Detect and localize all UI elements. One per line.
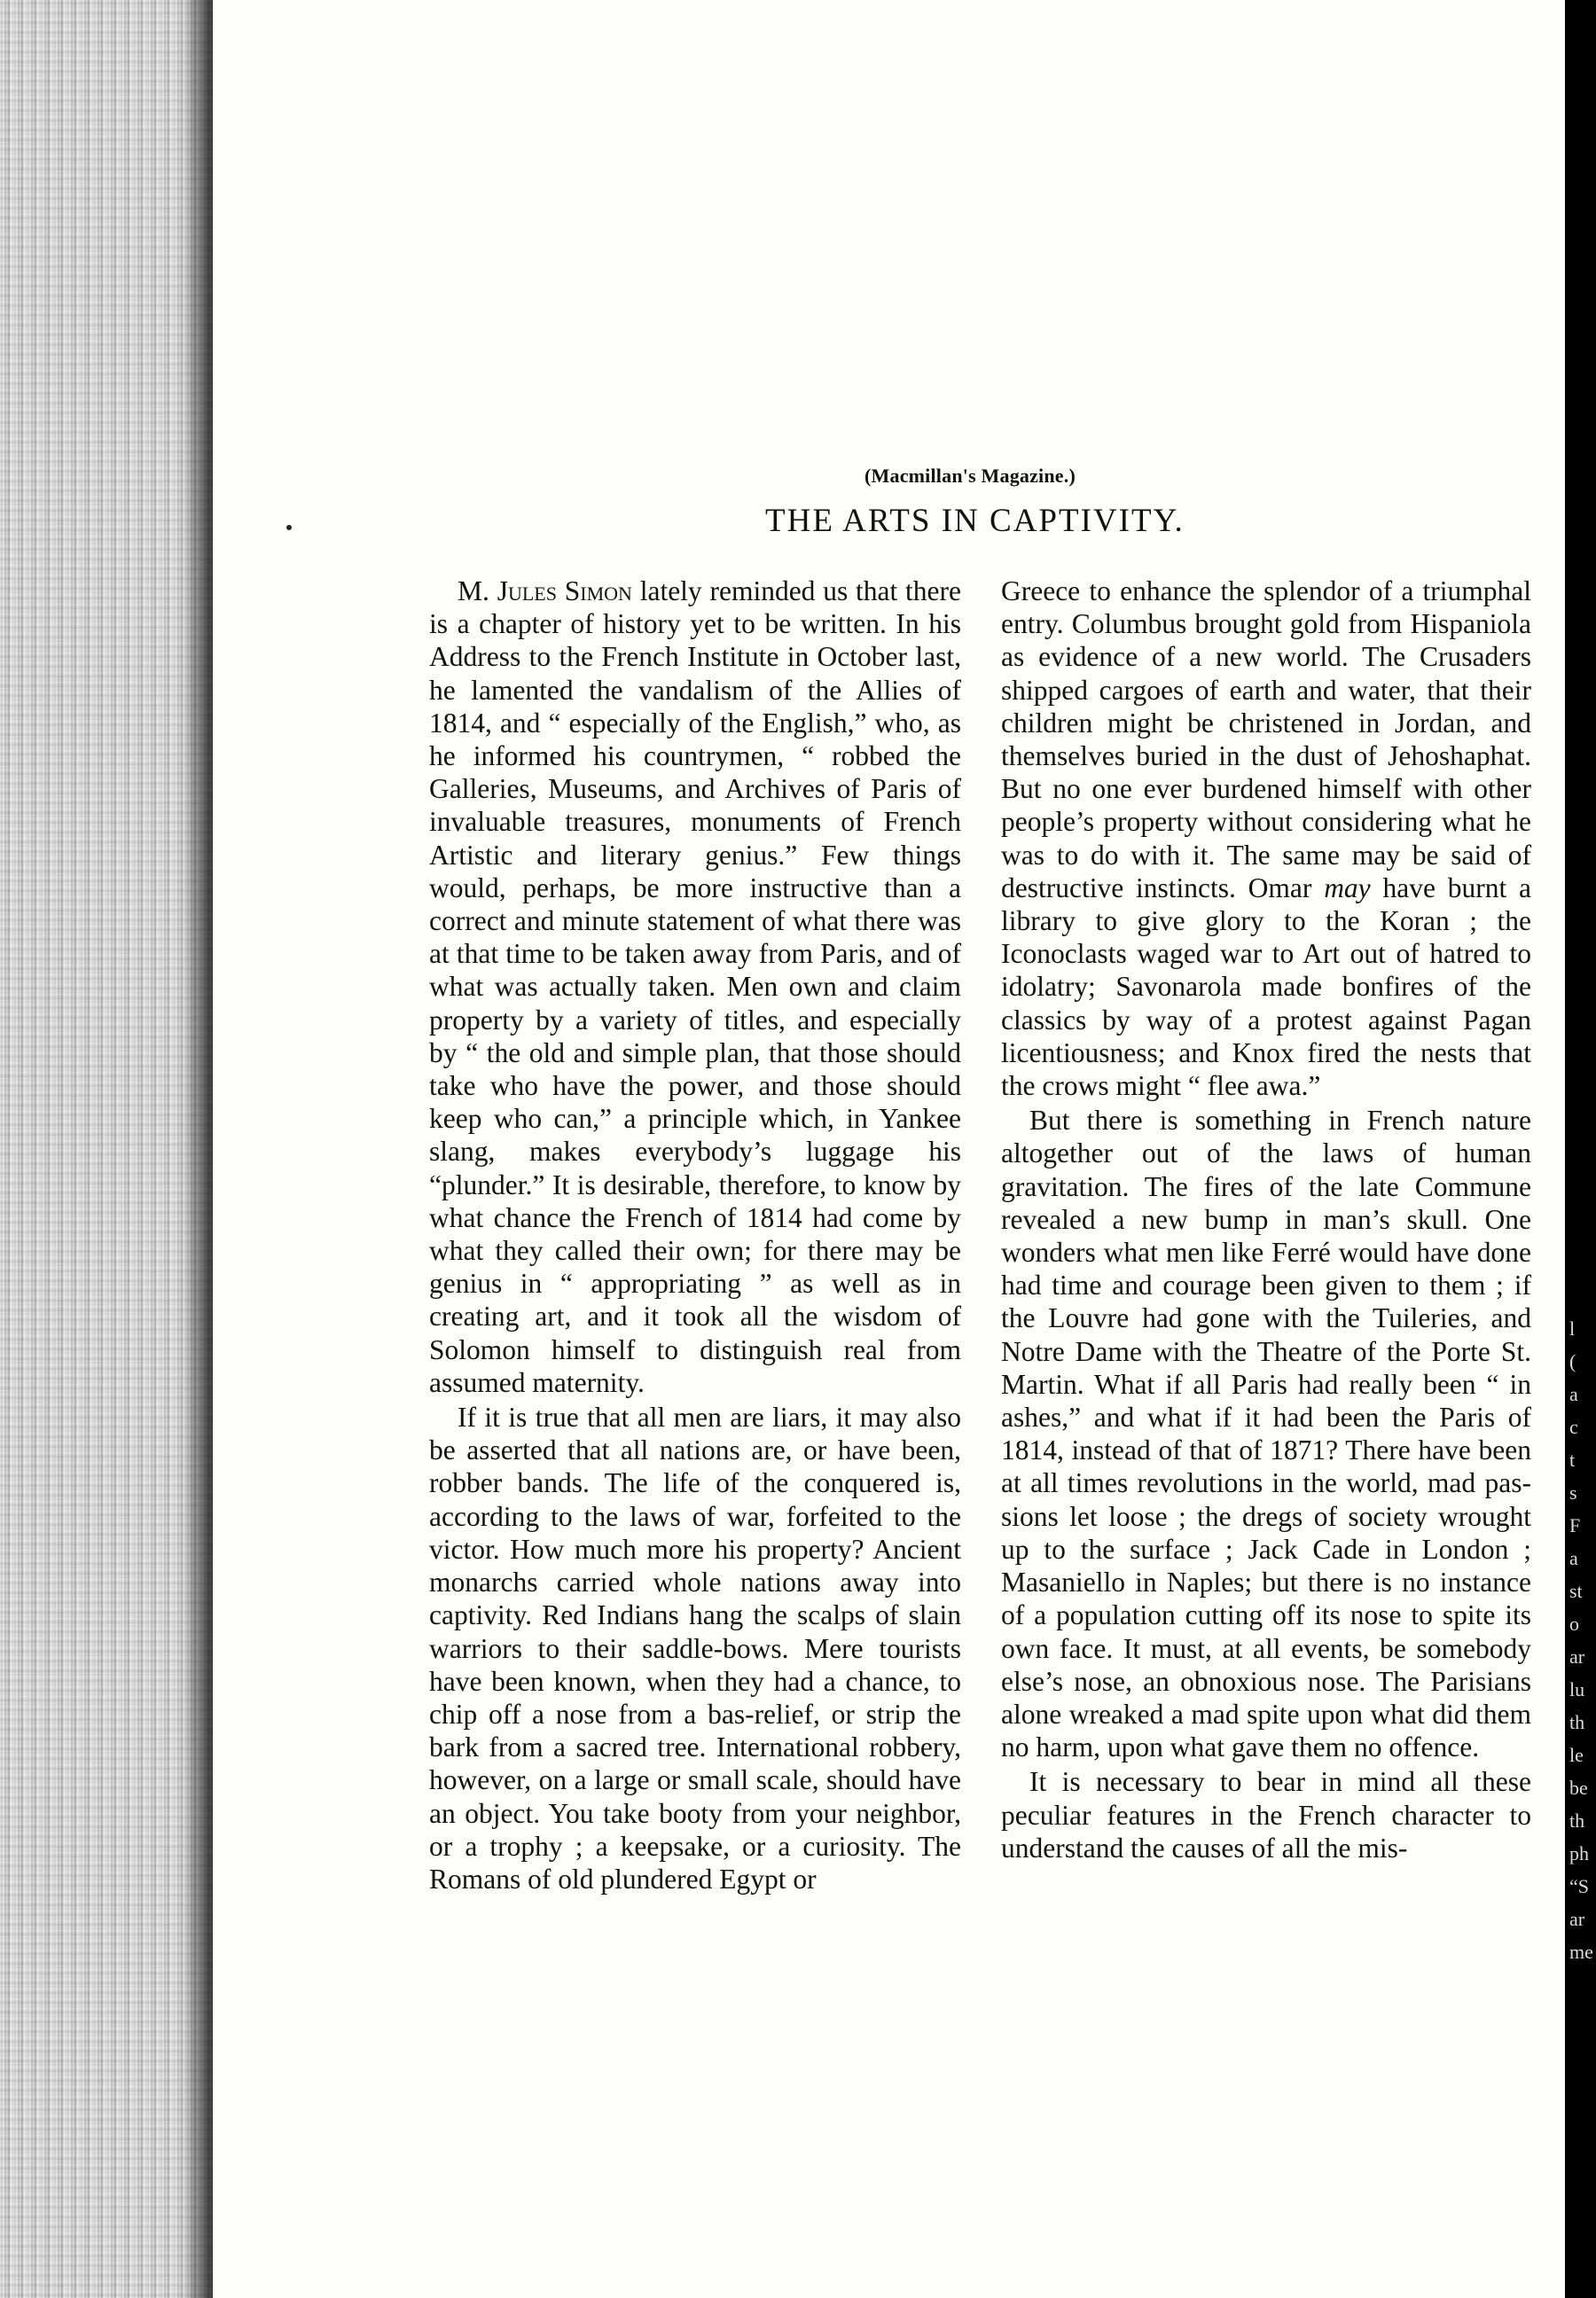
edge-fragment: t xyxy=(1569,1449,1576,1471)
author-name: Jules Simon xyxy=(497,575,632,606)
edge-fragment: st xyxy=(1569,1580,1583,1602)
edge-fragment: th xyxy=(1569,1809,1585,1832)
edge-fragment: le xyxy=(1569,1744,1584,1766)
paragraph-1-text: lately reminded us that there is a chapter of history yet to be written. In his Address to the French Institute in October last, he lamented the vandalism of the Allies of 1814, and “ especially of the English,” who, as he informed his countrymen, “ robbed the Galleries, Museums, and Archives of Paris of invaluable treasures, monuments of French Artistic and literary genius.” Few things would, perhaps, be more instructive than a correct and minute statement of what there was at that time to be taken away from Paris, and of what was actually taken. Men own and claim property by a variety of titles, and especially by “ the old and simple plan, that those should take who have the power, and those should keep who can,” a principle which, in Yankee slang, makes everybody’s luggage his “plunder.” It is desirable, therefore, to know by what chance the French of 1814 had come by what they called their own; for there may be genius in “ appropriating ” as well as in creating art, and it took all the wisdom of Solomon himself to distinguish real from assumed maternity. xyxy=(429,575,961,1398)
edge-fragment: lu xyxy=(1569,1678,1585,1700)
edge-fragment: be xyxy=(1569,1777,1588,1799)
paragraph-1 xyxy=(429,574,961,1399)
edge-fragment: me xyxy=(1569,1941,1593,1963)
paragraph-3-text-b: have burnt a library to give glory to the Koran ; the Iconoclasts waged war to Art out of hatred to idolatry; Savonarola made bonfires of the classics by way of a protest against Pagan licentiousness; and Knox fired the nests that the crows might “ flee awa.” xyxy=(1001,872,1531,1102)
edge-fragment: ph xyxy=(1569,1842,1589,1864)
italic-word: may xyxy=(1324,872,1371,903)
edge-fragment: a xyxy=(1569,1383,1578,1405)
edge-fragment: “S xyxy=(1569,1875,1589,1897)
edge-fragment: F xyxy=(1569,1514,1581,1536)
edge-fragment: a xyxy=(1569,1547,1578,1569)
source-heading: (Macmillan's Magazine.) xyxy=(864,465,1076,487)
edge-fragment: c xyxy=(1569,1416,1578,1438)
edge-fragment: ( xyxy=(1569,1350,1576,1372)
paragraph-4: But there is something in French nature altogether out of the laws of human gravitation. The fires of the late Commune revealed a new bump in man’s skull. One wonders what men like Ferré would have done had time and courage been given to them ; if the Louvre had gone with the Tuileries, and Notre Dame with the Theatre of the Porte St. Martin. What if all Paris had really been “ in ashes,” and what if it had been the Paris of 1814, instead of that of 1871? There have been at all times revolutions in the world, mad passions let loose ; the dregs of society wrought up to the surface ; Jack Cade in London ; Masaniello in Naples; but there is no instance of a population cutting off its nose to spite its own face. It must, at all events, be somebody else’s nose, an obnoxious nose. The Parisians alone wreaked a mad spite upon what did them no harm, upon what gave them no offence. xyxy=(1001,1105,1531,1763)
edge-fragment: ar xyxy=(1569,1645,1585,1668)
paragraph-3 xyxy=(1001,574,1531,1102)
edge-fragment: ar xyxy=(1569,1908,1585,1930)
edge-fragment: th xyxy=(1569,1711,1585,1733)
paragraph-2: If it is true that all men are liars, it may also be asserted that all nations are, or have been, robber bands. The life of the conquered is, according to the laws of war, forfeited to the victor. How much more his property? Ancient monarchs carried whole nations away into captivity. Red Indians hang the scalps of slain warriors to their saddle-bows. Mere tourists have been known, when they had a chance, to chip off a nose from a bas-relief, or strip the bark from a sacred tree. International robbery, however, on a large or small scale, should have an object. You take booty from your neighbor, or a trophy ; a keepsake, or a curiosity. The Romans of old plundered Egypt or xyxy=(429,1402,961,1895)
gutter-shadow xyxy=(182,0,217,2298)
edge-fragment: s xyxy=(1569,1481,1577,1504)
left-column xyxy=(429,574,961,1895)
edge-fragment: o xyxy=(1569,1613,1579,1635)
margin-mark xyxy=(286,525,292,530)
edge-fragment: l xyxy=(1569,1317,1576,1340)
paragraph-3-text-a: Greece to enhance the splendor of a triumphal entry. Columbus brought gold from Hispaniola as evidence of a new world. The Crusaders shipped cargoes of earth and water, that their children might be christened in Jordan, and themselves buried in the dust of Jehoshaphat. But no one ever burdened himself with other people’s property without considering what he was to do with it. The same may be said of destructive instincts. Omar xyxy=(1001,575,1531,903)
article-title: THE ARTS IN CAPTIVITY. xyxy=(765,503,1185,539)
right-column xyxy=(1001,574,1531,1864)
paragraph-1-lead: M. xyxy=(458,575,497,606)
paragraph-5: It is necessary to bear in mind all these peculiar features in the French character to understand the causes of all the mis- xyxy=(1001,1766,1531,1864)
facing-page-fragments xyxy=(1569,1312,1596,1968)
